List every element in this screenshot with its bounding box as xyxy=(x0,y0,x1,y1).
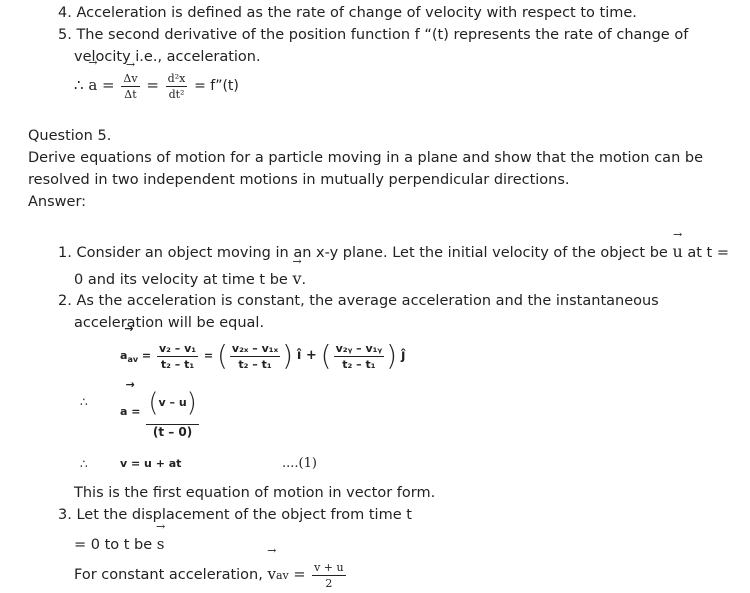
list-item-5-line2: velocity i.e., acceleration. xyxy=(74,49,261,65)
fraction-v-minus-u: $\frac{(v - u)}{(t - 0)}$ xyxy=(146,385,198,439)
answer-item-3-line3: For constant acceleration, → vav = $\frac{v + u}{2}$ xyxy=(74,558,348,592)
answer-item-3-line1: 3. Let the displacement of the object from time t xyxy=(58,507,412,523)
first-equation-of-motion: v = u + at xyxy=(120,457,182,470)
answer-item-2-line2: acceleration will be equal. xyxy=(74,315,265,331)
acceleration-vector-equation: → a = $\frac{(v - u)}{(t - 0)}$ xyxy=(120,385,201,439)
vector-s: → s xyxy=(157,534,165,554)
fraction-average-velocity: $\frac{v + u}{2}$ xyxy=(314,560,344,590)
unit-vector-i: î + xyxy=(296,348,317,363)
question-text-line1: Derive equations of motion for a particle moving in a plane and show that the motion can be xyxy=(28,150,703,166)
therefore-symbol: ∴ xyxy=(74,76,84,94)
fraction-v2-v1: $\frac{\text{v₂ – v₁}}{\text{t₂ – t₁}}$ xyxy=(158,341,197,371)
question-title: Question 5. xyxy=(28,128,112,144)
fraction-delta-v: → $\frac{\Delta v}{\Delta t}$ xyxy=(121,72,139,101)
vector-a-av: → $a_{av}$ xyxy=(120,336,138,380)
answer-item-1-line1: 1. Consider an object moving in an x-y plane. Let the initial velocity of the object be → u at t = xyxy=(58,242,729,263)
therefore-symbol-2: ∴ xyxy=(80,395,88,409)
equation-label-1: ....(1) xyxy=(282,456,317,471)
vector-v-av: → v xyxy=(267,558,275,590)
therefore-symbol-3: ∴ xyxy=(80,457,88,471)
question-text-line2: resolved in two independent motions in mutually perpendicular directions. xyxy=(28,172,570,188)
unit-vector-j: ĵ xyxy=(400,348,406,363)
list-item-5-line1: 5. The second derivative of the position function f “(t) represents the rate of change of xyxy=(58,27,689,43)
acceleration-equation: ∴ → a = → $\frac{\Delta v}{\Delta t}$ = $\frac{\text{d²x}}{\text{dt²}}$ = f”(t) xyxy=(74,70,239,101)
answer-item-1-line2: 0 and its velocity at time t be → v. xyxy=(74,269,306,290)
vector-u: → u xyxy=(672,242,682,262)
first-equation-note: This is the first equation of motion in vector form. xyxy=(74,485,436,501)
fraction-y-components: $\frac{\text{v₂ᵧ – v₁ᵧ}}{\text{t₂ – t₁}}$ xyxy=(335,341,383,371)
vector-v: → v xyxy=(292,269,301,289)
average-acceleration-equation: → $a_{av}$ = $\frac{\text{v₂ – v₁}}{\text{t₂ – t₁}}$ = ( $\frac{\text{v₂ₓ – v₁ₓ}}{\text{t₂ – t₁}}$ ) î + ( $\frac{\text{v₂ᵧ – v₁ᵧ}}{\text{t₂ – t₁}}$ ) ĵ xyxy=(120,336,405,380)
vector-a: → a xyxy=(88,70,97,100)
answer-item-3-line2: = 0 to t be → s xyxy=(74,534,165,555)
fraction-second-derivative: $\frac{\text{d²x}}{\text{dt²}}$ xyxy=(167,71,186,101)
answer-item-2-line1: 2. As the acceleration is constant, the average acceleration and the instantaneous xyxy=(58,293,659,309)
answer-label: Answer: xyxy=(28,194,87,210)
fraction-x-components: $\frac{\text{v₂ₓ – v₁ₓ}}{\text{t₂ – t₁}}$ xyxy=(231,341,279,371)
list-item-4: 4. Acceleration is defined as the rate of change of velocity with respect to time. xyxy=(58,5,637,21)
